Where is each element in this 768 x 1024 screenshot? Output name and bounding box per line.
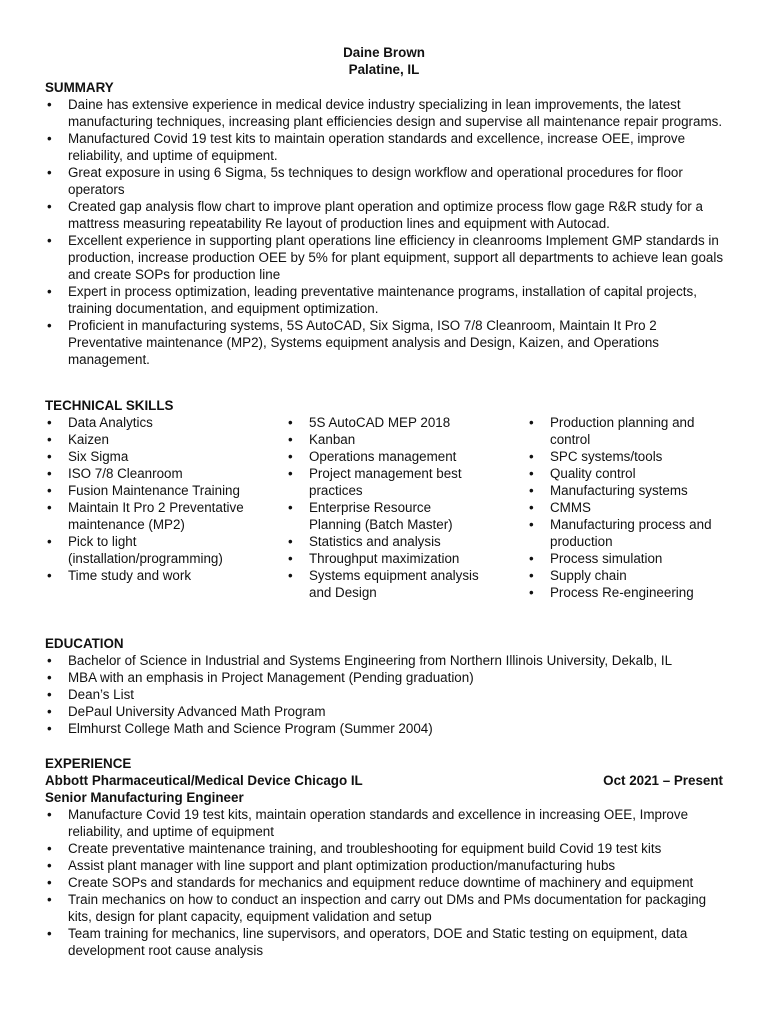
- summary-item: • Proficient in manufacturing systems, 5S AutoCAD, Six Sigma, ISO 7/8 Cleanroom, Maintain It Pro 2 Preventative maintenance (MP2), Systems equipment analysis and Design, Kaizen, and Operations management.: [45, 317, 730, 368]
- skill-item: • Quality control: [527, 465, 727, 482]
- summary-heading: SUMMARY: [45, 80, 114, 95]
- summary-item: • Excellent experience in supporting plant operations line efficiency in cleanrooms Implement GMP standards in production, increase production OEE by 5% for plant equipment, support all departments to achieve lean goals and create SOPs for production line: [45, 232, 730, 283]
- skill-item: • Operations management: [286, 448, 486, 465]
- education-item: • DePaul University Advanced Math Program: [45, 703, 730, 720]
- skill-item: • Process simulation: [527, 550, 727, 567]
- skill-item: • Kaizen: [45, 431, 245, 448]
- summary-list: [45, 96, 730, 368]
- job-duties-list: [45, 806, 730, 959]
- resume-header: [0, 44, 768, 78]
- summary-item: • Expert in process optimization, leading preventative maintenance programs, installation of capital projects, training documentation, and equipment optimization.: [45, 283, 730, 317]
- job-duty-item: • Team training for mechanics, line supervisors, and operators, DOE and Static testing on equipment, data development root cause analysis: [45, 925, 730, 959]
- skill-item: • Pick to light (installation/programming): [45, 533, 245, 567]
- skills-heading: TECHNICAL SKILLS: [45, 398, 174, 413]
- job-duty-item: • Train mechanics on how to conduct an inspection and carry out DMs and PMs documentation for packaging kits, design for plant capacity, equipment validation and setup: [45, 891, 730, 925]
- skill-item: • Enterprise Resource Planning (Batch Master): [286, 499, 486, 533]
- job-duty-item: • Manufacture Covid 19 test kits, maintain operation standards and excellence in increasing OEE, Improve reliability, and uptime of equipment: [45, 806, 730, 840]
- skills-column-1: [45, 414, 245, 584]
- education-item: • Bachelor of Science in Industrial and Systems Engineering from Northern Illinois University, Dekalb, IL: [45, 652, 730, 669]
- job-duty-item: • Assist plant manager with line support and plant optimization production/manufacturing hubs: [45, 857, 730, 874]
- skill-item: • Six Sigma: [45, 448, 245, 465]
- skill-item: • Time study and work: [45, 567, 245, 584]
- skill-item: • CMMS: [527, 499, 727, 516]
- candidate-location: Palatine, IL: [348, 62, 420, 77]
- skill-item: • Project management best practices: [286, 465, 486, 499]
- skill-item: • Supply chain: [527, 567, 727, 584]
- skills-column-3: [527, 414, 727, 601]
- skill-item: • Production planning and control: [527, 414, 727, 448]
- skills-column-2: [286, 414, 486, 601]
- skill-item: • Systems equipment analysis and Design: [286, 567, 486, 601]
- summary-item: • Manufactured Covid 19 test kits to maintain operation standards and excellence, increase OEE, improve reliability, and uptime of equipment.: [45, 130, 730, 164]
- skill-item: • Throughput maximization: [286, 550, 486, 567]
- skill-item: • Manufacturing process and production: [527, 516, 727, 550]
- skill-item: • SPC systems/tools: [527, 448, 727, 465]
- summary-item: • Great exposure in using 6 Sigma, 5s techniques to design workflow and operational procedures for floor operators: [45, 164, 730, 198]
- skill-item: • Manufacturing systems: [527, 482, 727, 499]
- education-item: • Elmhurst College Math and Science Program (Summer 2004): [45, 720, 730, 737]
- candidate-name: Daine Brown: [343, 45, 425, 60]
- skill-item: • Maintain It Pro 2 Preventative maintenance (MP2): [45, 499, 245, 533]
- skill-item: • Kanban: [286, 431, 486, 448]
- education-list: [45, 652, 730, 737]
- skill-item: • Statistics and analysis: [286, 533, 486, 550]
- job-duty-item: • Create SOPs and standards for mechanics and equipment reduce downtime of machinery and equipment: [45, 874, 730, 891]
- summary-item: • Daine has extensive experience in medical device industry specializing in lean improvements, the latest manufacturing techniques, increasing plant efficiencies design and supervise all maintenance repair programs.: [45, 96, 730, 130]
- job-dates: Oct 2021 – Present: [603, 773, 723, 788]
- job-duty-item: • Create preventative maintenance training, and troubleshooting for equipment build Covid 19 test kits: [45, 840, 730, 857]
- summary-item: • Created gap analysis flow chart to improve plant operation and optimize process flow gage R&R study for a mattress measuring repeatability Re layout of production lines and equipment with Autocad.: [45, 198, 730, 232]
- skill-item: • Data Analytics: [45, 414, 245, 431]
- skill-item: • 5S AutoCAD MEP 2018: [286, 414, 486, 431]
- education-item: • MBA with an emphasis in Project Management (Pending graduation): [45, 669, 730, 686]
- experience-heading: EXPERIENCE: [45, 756, 132, 771]
- job-header: [45, 772, 723, 789]
- skill-item: • ISO 7/8 Cleanroom: [45, 465, 245, 482]
- job-role: Senior Manufacturing Engineer: [45, 790, 244, 805]
- education-item: • Dean’s List: [45, 686, 730, 703]
- education-heading: EDUCATION: [45, 636, 124, 651]
- skill-item: • Process Re-engineering: [527, 584, 727, 601]
- job-company: Abbott Pharmaceutical/Medical Device Chicago IL: [45, 773, 363, 788]
- skill-item: • Fusion Maintenance Training: [45, 482, 245, 499]
